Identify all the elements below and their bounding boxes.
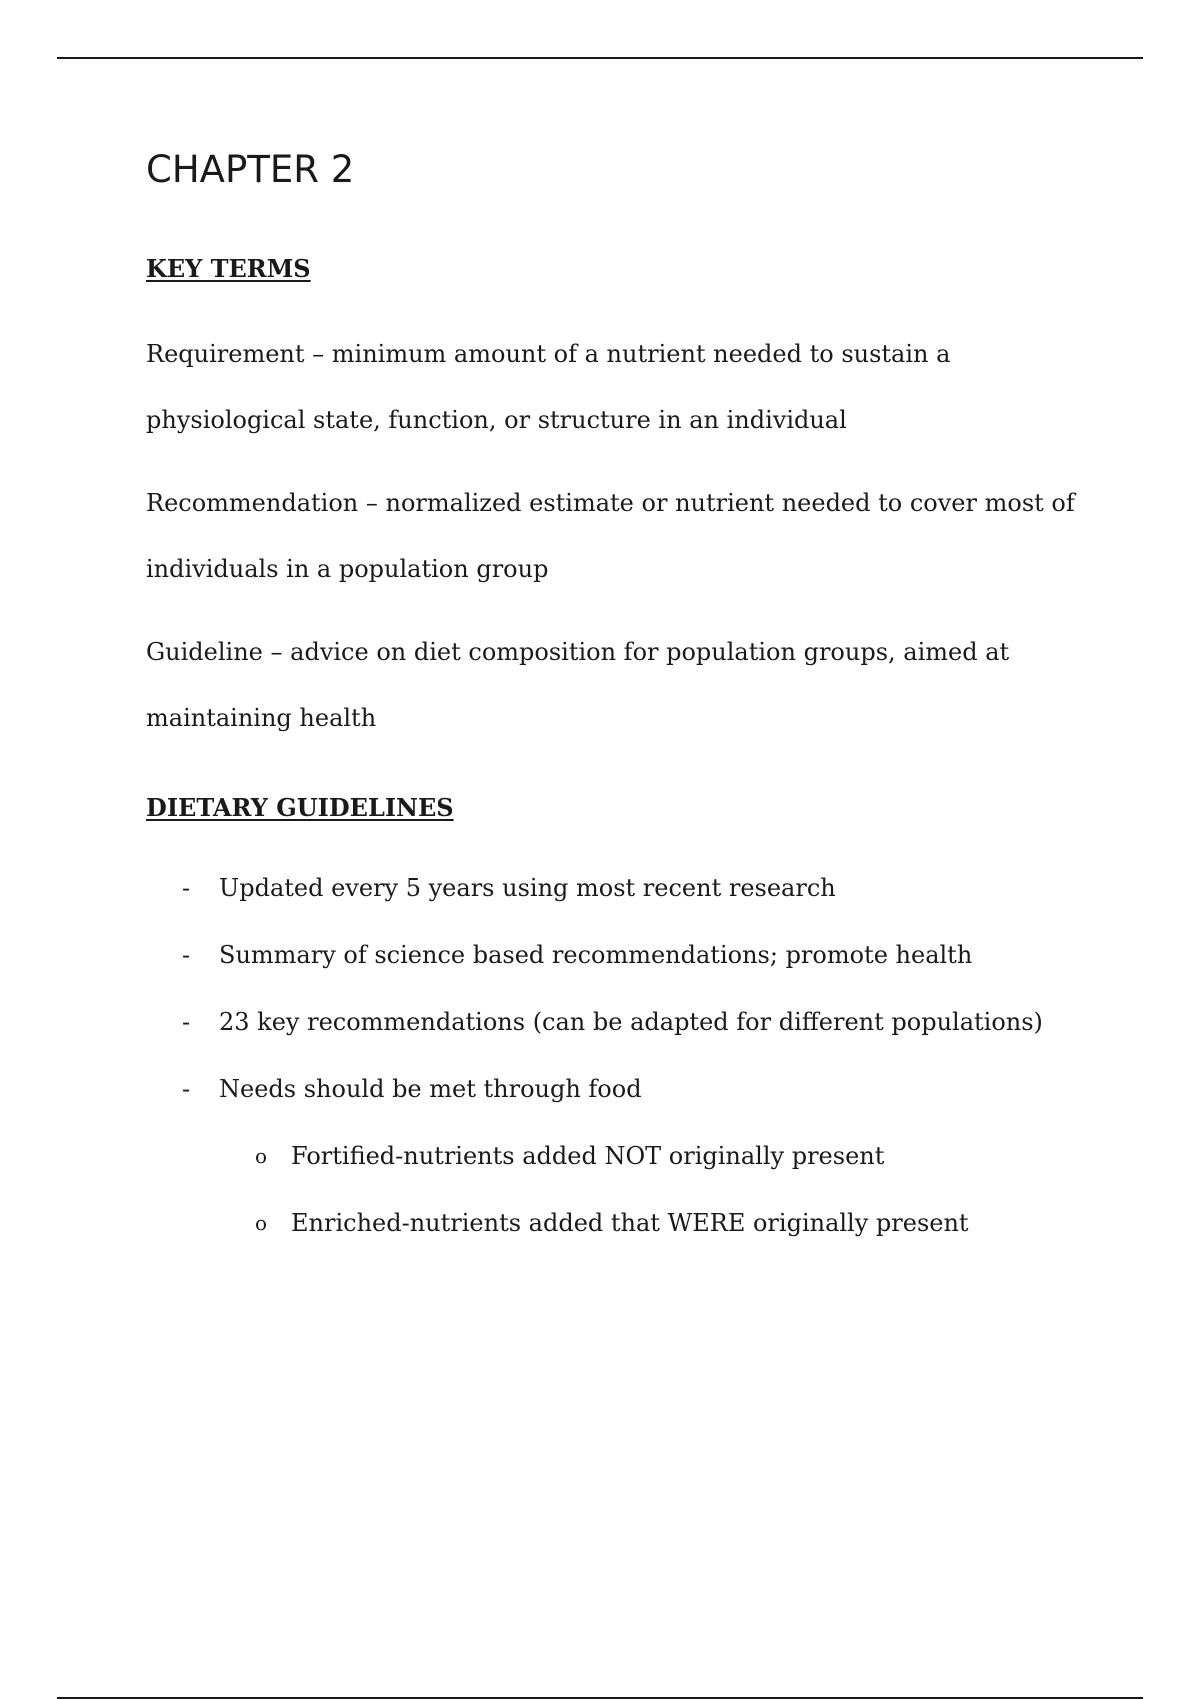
definition-line: maintaining health xyxy=(146,704,377,732)
list-item xyxy=(146,855,1086,922)
dash-bullet-icon: - xyxy=(182,1008,191,1036)
dash-bullet-icon: - xyxy=(182,874,191,902)
sub-list-item-text: Fortified-nutrients added NOT originally present xyxy=(291,1142,885,1170)
definition-line: physiological state, function, or structure in an individual xyxy=(146,406,847,434)
definition-requirement xyxy=(146,321,1086,453)
dietary-guidelines-heading: DIETARY GUIDELINES xyxy=(146,793,454,822)
list-item-text: Summary of science based recommendations; promote health xyxy=(219,941,973,969)
sub-list-item xyxy=(146,1190,1086,1257)
definition-line: individuals in a population group xyxy=(146,555,549,583)
list-item-text: 23 key recommendations (can be adapted for different populations) xyxy=(219,1008,1043,1036)
sub-list-item xyxy=(146,1123,1086,1190)
dash-bullet-icon: - xyxy=(182,1075,191,1103)
definition-line: Recommendation – normalized estimate or nutrient needed to cover most of xyxy=(146,489,1075,517)
bottom-border-line xyxy=(57,1697,1143,1699)
list-item xyxy=(146,922,1086,989)
sub-list-item-text: Enriched-nutrients added that WERE originally present xyxy=(291,1209,969,1237)
chapter-title: CHAPTER 2 xyxy=(146,148,355,191)
list-item xyxy=(146,989,1086,1056)
list-item-text: Needs should be met through food xyxy=(219,1075,642,1103)
top-border-line xyxy=(57,57,1143,59)
food-sub-list xyxy=(146,1123,1086,1257)
dash-bullet-icon: - xyxy=(182,941,191,969)
list-item xyxy=(146,1056,1086,1123)
dietary-guidelines-list xyxy=(146,855,1086,1123)
document-body xyxy=(146,140,1086,1257)
circle-bullet-icon: o xyxy=(255,1144,268,1168)
definition-guideline xyxy=(146,619,1086,751)
definition-line: Requirement – minimum amount of a nutrient needed to sustain a xyxy=(146,340,951,368)
definition-recommendation xyxy=(146,470,1086,602)
key-terms-heading: KEY TERMS xyxy=(146,254,311,283)
definition-line: Guideline – advice on diet composition for population groups, aimed at xyxy=(146,638,1010,666)
list-item-text: Updated every 5 years using most recent research xyxy=(219,874,836,902)
circle-bullet-icon: o xyxy=(255,1211,268,1235)
